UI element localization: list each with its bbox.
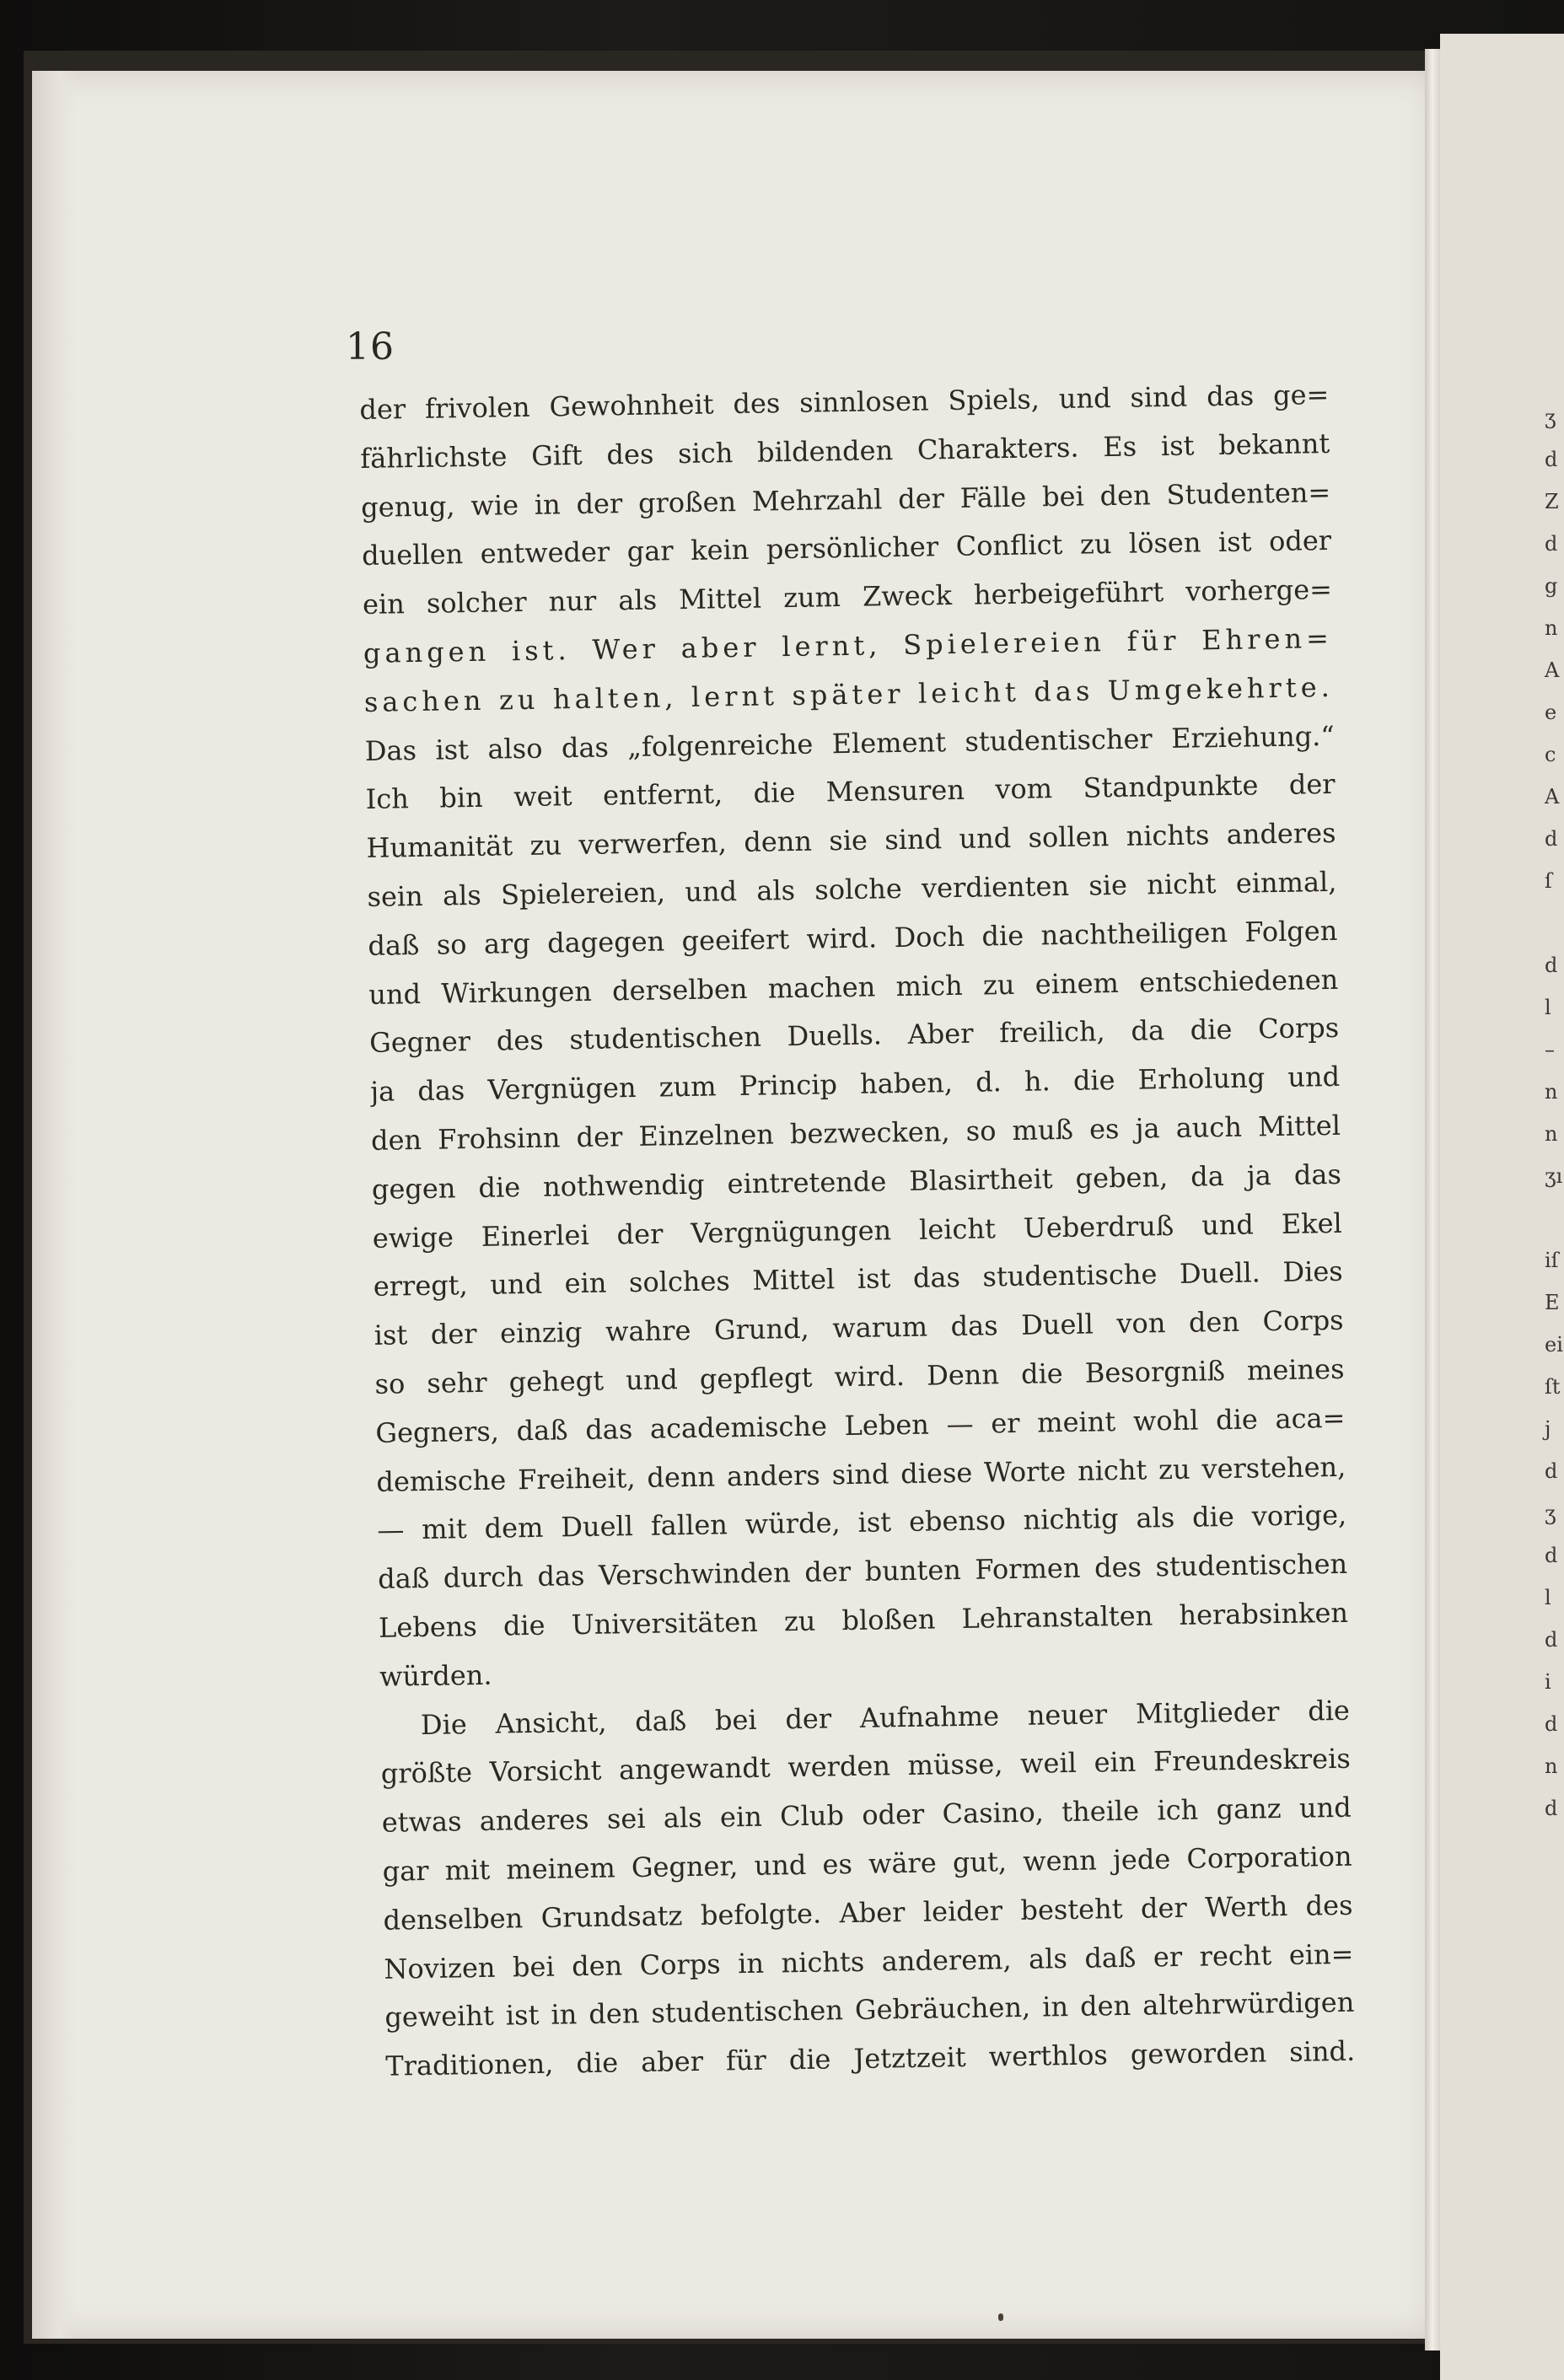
facing-page-glyph: ſt — [1545, 1375, 1561, 1399]
text-line: den Frohsinn der Einzelnen bezwecken, so muß es ja auch Mittel — [370, 1109, 1341, 1157]
text-line: ewige Einerlei der Vergnügungen leicht Ueberdruß und Ekel — [372, 1206, 1343, 1254]
text-line: genug, wie in der großen Mehrzahl der Fälle bei den Studenten= — [360, 475, 1331, 524]
text-line: daß durch das Verschwinden der bunten Formen des studentischen — [377, 1547, 1348, 1595]
facing-page-glyph: n — [1545, 1754, 1558, 1778]
text-line: Traditionen, die aber für die Jetztzeit werthlos geworden sind. — [385, 2034, 1356, 2082]
facing-page-glyph: d — [1545, 954, 1558, 977]
text-line: größte Vorsicht angewandt werden müsse, weil ein Freundeskreis — [380, 1743, 1352, 1791]
text-line: geweiht ist in den studentischen Gebräuchen, in den altehrwürdigen — [384, 1985, 1355, 2034]
paper-speck — [998, 2313, 1003, 2321]
page-left-edge — [32, 71, 78, 2339]
text-line: fährlichste Gift des sich bildenden Charakters. Es ist bekannt — [360, 427, 1330, 475]
text-line: Lebens die Universitäten zu bloßen Lehranstalten herabsinken — [378, 1596, 1349, 1644]
text-line: Ich bin weit entfernt, die Mensuren vom Standpunkte der — [365, 768, 1336, 816]
text-line: Gegner des studentischen Duells. Aber freilich, da die Corps — [368, 1012, 1340, 1060]
text-line: duellen entweder gar kein persönlicher Conflict zu lösen ist oder — [361, 524, 1332, 572]
facing-page-glyph: A — [1545, 785, 1560, 809]
text-line: gegen die nothwendig eintretende Blasirtheit geben, da ja das — [371, 1158, 1342, 1206]
facing-page-glyph: n — [1545, 1122, 1558, 1146]
paragraph-start-line: Die Ansicht, daß bei der Aufnahme neuer Mitglieder die — [420, 1694, 1351, 1741]
facing-page-glyph: d — [1545, 1712, 1558, 1736]
facing-page-glyph: g — [1545, 574, 1558, 598]
text-line: etwas anderes sei als ein Club oder Casino, theile ich ganz und — [381, 1791, 1352, 1839]
facing-page-glyph: d — [1545, 1459, 1558, 1483]
text-line: denselben Grundsatz befolgte. Aber leider besteht der Werth des — [383, 1888, 1353, 1937]
text-line-spaced: sachen zu halten, lernt später leicht das Umgekehrte. — [363, 670, 1335, 718]
facing-page-glyph: d — [1545, 1797, 1558, 1820]
text-line: und Wirkungen derselben machen mich zu einem entschiedenen — [368, 963, 1339, 1011]
facing-page-glyph: d — [1545, 827, 1558, 851]
facing-page-glyph: n — [1545, 1080, 1558, 1104]
facing-page-glyph: d — [1545, 1544, 1558, 1567]
paragraph-end-line: würden. — [379, 1658, 492, 1693]
text-line: der frivolen Gewohnheit des sinnlosen Spiels, und sind das ge= — [359, 378, 1330, 426]
facing-page-glyph: ʒ — [1545, 1502, 1556, 1525]
text-line: — mit dem Duell fallen würde, ist ebenso nichtig als die vorige, — [377, 1499, 1347, 1547]
facing-page-glyph: Z — [1545, 490, 1559, 513]
text-line: Gegners, daß das academische Leben — er meint wohl die aca= — [375, 1401, 1346, 1449]
text-line: so sehr gehegt und gepflegt wird. Denn die Besorgniß meines — [374, 1352, 1345, 1400]
facing-page-glyph: E — [1545, 1291, 1560, 1314]
text-line: erregt, und ein solches Mittel ist das studentische Duell. Dies — [373, 1255, 1343, 1303]
facing-page-glyph: c — [1545, 743, 1556, 766]
facing-page-glyph: l — [1545, 996, 1551, 1019]
facing-page-glyph: ʒı — [1545, 1164, 1563, 1188]
text-line: Novizen bei den Corps in nichts anderem, als daß er recht ein= — [384, 1937, 1354, 1985]
facing-page-glyph: d — [1545, 448, 1558, 471]
text-line: ja das Vergnügen zum Princip haben, d. h. die Erholung und — [369, 1060, 1341, 1109]
book-gutter — [1425, 49, 1440, 2350]
facing-page-glyph — [1545, 1197, 1564, 1239]
facing-page-glyph: i — [1545, 1670, 1551, 1694]
facing-page-glyph: d — [1545, 1628, 1558, 1652]
body-text — [359, 371, 1356, 2082]
facing-page-glyph: d — [1545, 532, 1558, 556]
facing-page-glyph: ſ — [1545, 869, 1552, 893]
facing-page-glyph: j — [1545, 1417, 1551, 1441]
facing-page-glyph: A — [1545, 658, 1560, 682]
text-line: sein als Spielereien, und als solche verdienten sie nicht einmal, — [367, 865, 1337, 913]
text-line: demische Freiheit, denn anders sind diese Worte nicht zu verstehen, — [376, 1450, 1346, 1498]
facing-page-glyph: e — [1545, 701, 1557, 724]
text-line: Humanität zu verwerfen, denn sie sind und sollen nichts anderes — [366, 817, 1336, 865]
text-line: daß so arg dagegen geeifert wird. Doch die nachtheiligen Folgen — [368, 914, 1338, 962]
text-line: Das ist also das „folgenreiche Element studentischer Erziehung.“ — [364, 719, 1335, 767]
text-line: gar mit meinem Gegner, und es wäre gut, wenn jede Corporation — [382, 1840, 1352, 1888]
facing-page-glyph — [1545, 902, 1564, 944]
page-number: 16 — [346, 325, 395, 368]
facing-page-glyph: l — [1545, 1586, 1551, 1609]
facing-page-glyph: ei — [1545, 1333, 1563, 1357]
facing-page-glyph: n — [1545, 616, 1558, 640]
text-line-spaced: gangen ist. Wer aber lernt, Spielereien für Ehren= — [363, 621, 1334, 669]
text-line: ist der einzig wahre Grund, warum das Duell von den Corps — [374, 1303, 1344, 1351]
facing-page-cut-off-text — [1545, 396, 1564, 1829]
facing-page-glyph: iſ — [1545, 1249, 1559, 1272]
facing-page-glyph: – — [1545, 1038, 1555, 1061]
text-line: ein solcher nur als Mittel zum Zweck herbeigeführt vorherge= — [362, 573, 1333, 621]
facing-page-glyph: ʒ — [1545, 406, 1556, 429]
